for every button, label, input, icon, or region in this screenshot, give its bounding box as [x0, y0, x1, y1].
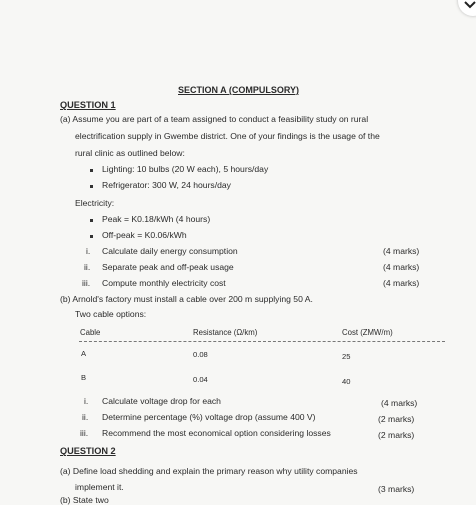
- task-text: Compute monthly electricity cost: [102, 278, 226, 288]
- table-cell: A: [81, 349, 87, 358]
- q1-a-line-2: electrification supply in Gwembe district. One of your findings is the usage of the: [75, 131, 380, 141]
- table-cell: 25: [342, 352, 351, 361]
- chevron-down-icon: [464, 1, 476, 9]
- q2-a-line-2: implement it.: [75, 482, 124, 492]
- usage-lighting: Lighting: 10 bulbs (20 W each), 5 hours/day: [102, 164, 269, 174]
- table-divider: [79, 341, 445, 342]
- q2-a-line-1: (a) Define load shedding and explain the primary reason why utility companies: [60, 466, 358, 476]
- task-number: ii.: [84, 262, 91, 272]
- question-1-heading: QUESTION 1: [60, 100, 116, 110]
- electricity-label: Electricity:: [75, 198, 115, 208]
- q1-a-line-1: (a) Assume you are part of a team assigned to conduct a feasibility study on rural: [60, 114, 369, 124]
- tariff-off-peak: Off-peak = K0.06/kWh: [102, 230, 187, 240]
- q1-b-line-1: (b) Arnold's factory must install a cable over 200 m supplying 50 A.: [60, 294, 313, 304]
- task-marks: (4 marks): [381, 398, 418, 408]
- scroll-down-button[interactable]: [458, 0, 476, 16]
- task-text: Calculate daily energy consumption: [102, 246, 238, 256]
- bullet: [90, 185, 93, 188]
- task-text: Recommend the most economical option considering losses: [102, 428, 331, 438]
- task-number: i.: [86, 246, 91, 256]
- q2-a-marks: (3 marks): [378, 484, 415, 494]
- question-2-heading: QUESTION 2: [60, 446, 116, 456]
- tariff-peak: Peak = K0.18/kWh (4 hours): [102, 214, 211, 224]
- q2-b-partial: (b) State two: [60, 495, 109, 505]
- table-cell: 0.08: [193, 350, 208, 359]
- task-marks: (2 marks): [378, 414, 415, 424]
- task-number: iii.: [82, 278, 91, 288]
- task-text: Calculate voltage drop for each: [102, 396, 221, 406]
- table-header-resistance: Resistance (Ω/km): [193, 328, 258, 337]
- task-marks: (2 marks): [378, 430, 415, 440]
- task-number: i.: [84, 396, 89, 406]
- table-cell: 0.04: [193, 375, 208, 384]
- table-header-cost: Cost (ZMW/m): [342, 328, 393, 337]
- task-number: ii.: [82, 412, 89, 422]
- usage-refrigerator: Refrigerator: 300 W, 24 hours/day: [102, 180, 231, 190]
- task-text: Determine percentage (%) voltage drop (assume 400 V): [102, 412, 316, 422]
- bullet: [90, 219, 93, 222]
- task-marks: (4 marks): [383, 278, 420, 288]
- table-cell: B: [81, 373, 87, 382]
- task-text: Separate peak and off-peak usage: [102, 262, 234, 272]
- q1-b-line-2: Two cable options:: [75, 309, 147, 319]
- bullet: [90, 169, 93, 172]
- section-title: SECTION A (COMPULSORY): [178, 85, 299, 95]
- task-marks: (4 marks): [383, 262, 420, 272]
- table-cell: 40: [342, 377, 351, 386]
- bullet: [90, 235, 93, 238]
- table-header-cable: Cable: [80, 328, 101, 337]
- task-number: iii.: [80, 428, 89, 438]
- q1-a-line-3: rural clinic as outlined below:: [75, 148, 185, 158]
- task-marks: (4 marks): [383, 246, 420, 256]
